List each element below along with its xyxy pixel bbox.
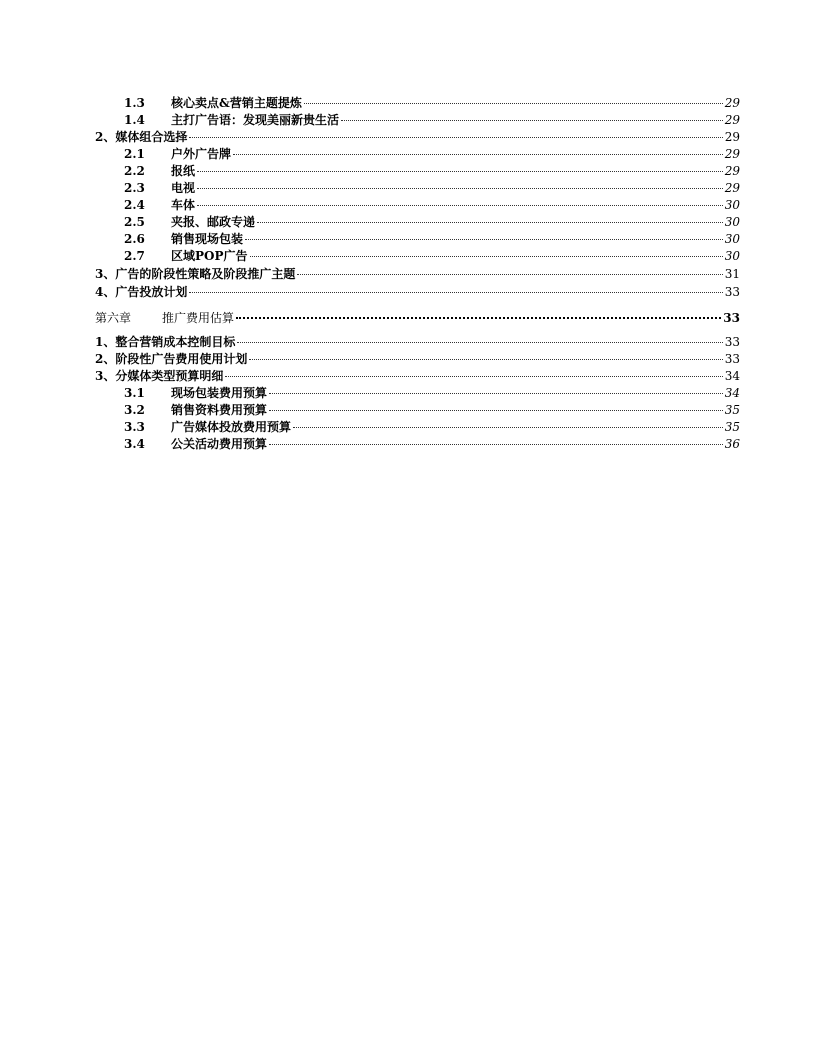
toc-entry-title: 销售资料费用预算 xyxy=(171,403,268,417)
dot-leader xyxy=(269,410,723,411)
dot-leader xyxy=(189,137,722,138)
toc-entry[interactable] xyxy=(95,368,740,385)
dot-leader xyxy=(245,239,723,240)
toc-section-number: 3.1 xyxy=(124,386,145,400)
dot-leader xyxy=(236,317,721,319)
toc-page-number: 29 xyxy=(724,130,740,144)
dot-leader xyxy=(250,256,723,257)
toc-section-number: 2.2 xyxy=(124,164,145,178)
toc-page-number: 33 xyxy=(724,352,740,366)
toc-page-number: 33 xyxy=(723,311,740,325)
toc-section-number: 2.3 xyxy=(124,181,145,195)
toc-chapter-number: 第六章 xyxy=(95,311,132,325)
toc-row xyxy=(0,163,816,180)
toc-entry[interactable] xyxy=(171,231,740,248)
toc-entry-title: 推广费用估算 xyxy=(162,311,235,325)
toc-row xyxy=(0,419,816,436)
toc-section-number: 2.7 xyxy=(124,249,145,263)
toc-row xyxy=(0,310,816,327)
toc-entry-title: 核心卖点&营销主题提炼 xyxy=(171,96,302,110)
toc-entry[interactable] xyxy=(162,310,740,327)
toc-entry-title: 2、媒体组合选择 xyxy=(95,130,188,144)
toc-entry-title: 夹报、邮政专递 xyxy=(171,215,256,229)
toc-page-number: 29 xyxy=(724,113,740,127)
dot-leader xyxy=(269,444,723,445)
toc-entry[interactable] xyxy=(171,214,740,231)
toc-row xyxy=(0,214,816,231)
toc-page-number: 29 xyxy=(724,181,740,195)
dot-leader xyxy=(249,359,722,360)
toc-entry[interactable] xyxy=(171,112,740,129)
toc-row xyxy=(0,385,816,402)
toc-entry[interactable] xyxy=(171,146,740,163)
dot-leader xyxy=(197,205,723,206)
toc-page-number: 30 xyxy=(724,198,740,212)
dot-leader xyxy=(297,274,722,275)
toc-section-number: 1.3 xyxy=(124,96,145,110)
toc-entry[interactable] xyxy=(95,129,740,146)
toc-row xyxy=(0,334,816,351)
toc-row xyxy=(0,180,816,197)
dot-leader xyxy=(341,120,723,121)
toc-page-number: 29 xyxy=(724,147,740,161)
dot-leader xyxy=(197,171,723,172)
toc-page-number: 34 xyxy=(724,386,740,400)
toc-entry[interactable] xyxy=(171,197,740,214)
toc-entry[interactable] xyxy=(171,95,740,112)
toc-row xyxy=(0,248,816,265)
toc-row xyxy=(0,197,816,214)
toc-entry-title: 报纸 xyxy=(171,164,196,178)
toc-section-number: 2.4 xyxy=(124,198,145,212)
toc-page-number: 30 xyxy=(724,215,740,229)
dot-leader xyxy=(189,292,722,293)
dot-leader xyxy=(233,154,723,155)
toc-page-number: 34 xyxy=(724,369,740,383)
toc-page-number: 30 xyxy=(724,249,740,263)
toc-row xyxy=(0,351,816,368)
toc-row xyxy=(0,436,816,453)
dot-leader xyxy=(225,376,722,377)
dot-leader xyxy=(197,188,723,189)
toc-page-number: 31 xyxy=(724,267,740,281)
toc-entry[interactable] xyxy=(171,180,740,197)
toc-entry[interactable] xyxy=(171,248,740,265)
toc-page-number: 36 xyxy=(724,437,740,451)
toc-entry[interactable] xyxy=(171,419,740,436)
toc-entry[interactable] xyxy=(95,266,740,283)
toc-entry-title: 广告媒体投放费用预算 xyxy=(171,420,292,434)
toc-entry[interactable] xyxy=(171,436,740,453)
toc-section-number: 2.6 xyxy=(124,232,145,246)
toc-page-number: 30 xyxy=(724,232,740,246)
dot-leader xyxy=(293,427,723,428)
toc-entry-title: 4、广告投放计划 xyxy=(95,285,188,299)
toc-entry-title: 区域POP广告 xyxy=(171,249,248,263)
toc-entry-title: 公关活动费用预算 xyxy=(171,437,268,451)
toc-section-number: 3.3 xyxy=(124,420,145,434)
toc-entry[interactable] xyxy=(171,163,740,180)
toc-entry[interactable] xyxy=(95,284,740,301)
dot-leader xyxy=(237,342,722,343)
dot-leader xyxy=(257,222,723,223)
toc-page-number: 29 xyxy=(724,164,740,178)
toc-row xyxy=(0,146,816,163)
toc-row xyxy=(0,266,816,283)
toc-row xyxy=(0,95,816,112)
toc-entry-title: 电视 xyxy=(171,181,196,195)
toc-page-number: 29 xyxy=(724,96,740,110)
toc-entry[interactable] xyxy=(171,385,740,402)
toc-row xyxy=(0,112,816,129)
toc-page-number: 33 xyxy=(724,285,740,299)
toc-entry-title: 3、分媒体类型预算明细 xyxy=(95,369,224,383)
toc-row xyxy=(0,284,816,301)
toc-entry-title: 3、广告的阶段性策略及阶段推广主题 xyxy=(95,267,296,281)
toc-entry[interactable] xyxy=(171,402,740,419)
toc-section-number: 1.4 xyxy=(124,113,145,127)
toc-page-number: 35 xyxy=(724,420,740,434)
toc-row xyxy=(0,231,816,248)
toc-entry-title: 销售现场包装 xyxy=(171,232,244,246)
toc-entry-title: 2、阶段性广告费用使用计划 xyxy=(95,352,248,366)
toc-row xyxy=(0,129,816,146)
toc-entry[interactable] xyxy=(95,351,740,368)
toc-section-number: 2.1 xyxy=(124,147,145,161)
dot-leader xyxy=(304,103,723,104)
toc-section-number: 3.4 xyxy=(124,437,145,451)
toc-entry-title: 现场包装费用预算 xyxy=(171,386,268,400)
toc-entry-title: 车体 xyxy=(171,198,196,212)
toc-entry[interactable] xyxy=(95,334,740,351)
toc-page-number: 35 xyxy=(724,403,740,417)
toc-section-number: 2.5 xyxy=(124,215,145,229)
toc-entry-title: 主打广告语：发现美丽新贵生活 xyxy=(171,113,340,127)
toc-section-number: 3.2 xyxy=(124,403,145,417)
toc-row xyxy=(0,368,816,385)
toc-row xyxy=(0,402,816,419)
toc-page-number: 33 xyxy=(724,335,740,349)
dot-leader xyxy=(269,393,723,394)
toc-entry-title: 1、整合营销成本控制目标 xyxy=(95,335,236,349)
toc-entry-title: 户外广告牌 xyxy=(171,147,232,161)
